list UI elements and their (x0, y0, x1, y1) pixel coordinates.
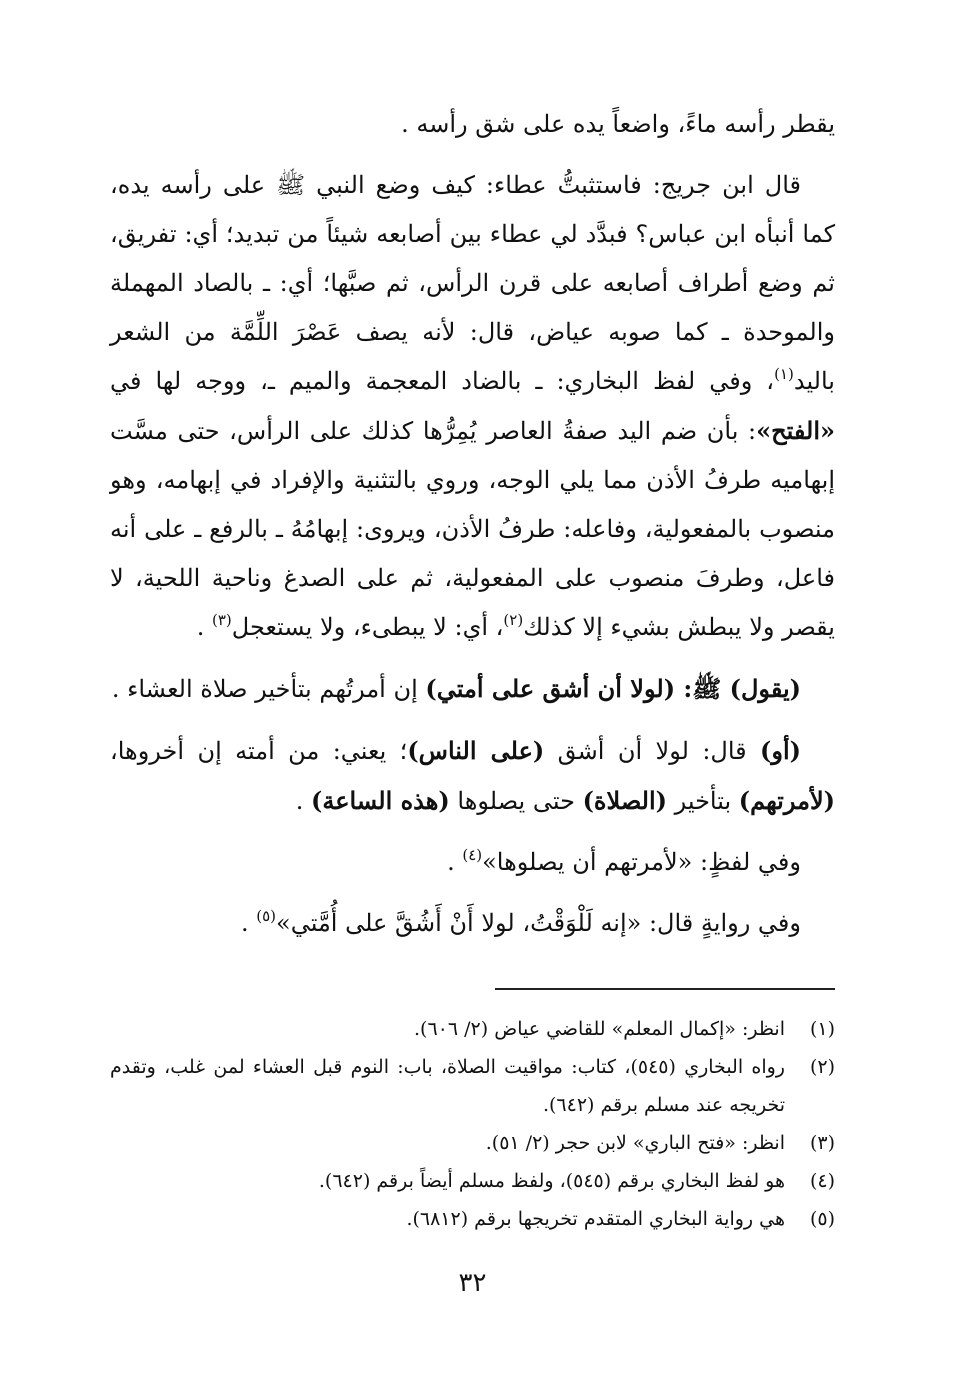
footnote-text: هي رواية البخاري المتقدم تخريجها برقم (٦٨١٢). (406, 1208, 785, 1230)
text-run: . (240, 909, 257, 937)
paragraph-6 (110, 899, 835, 948)
text-run: وفي روايةٍ قال: «إنه لَلْوَقْتُ، لولا أَنْ أَشُقَّ على أُمَّتي» (276, 909, 801, 937)
text-run: . (447, 848, 463, 876)
text-run: قال ابن جريج: فاستثبتُّ عطاء: كيف وضع النبي ﷺ على رأسه يده، كما أنبأه ابن عباس؟ فبدَّد لي عطاء بين أصابعه شيئاً من تبديد؛ أي: تفريق، ثم وضع أطراف أصابعه على قرن الرأس، ثم صبَّها؛ أي: ـ بالصاد المهملة والموحدة ـ كما صوبه عياض، قال: لأنه يصف عَصْرَ اللِّمَّة من الشعر باليد (110, 171, 835, 395)
book-page (110, 100, 835, 1360)
bold-hadith-text: (على الناس) (407, 736, 545, 765)
footnote-ref-1[interactable]: (١) (774, 365, 794, 383)
footnote-number: (٤) (809, 1170, 835, 1192)
footnote-text: انظر: «فتح الباري» لابن حجر (٢/ ٥١). (485, 1132, 785, 1154)
footnote-5 (110, 1200, 835, 1238)
footnote-text: هو لفظ البخاري برقم (٥٤٥)، ولفظ مسلم أيضاً برقم (٦٤٢). (318, 1170, 785, 1192)
bold-hadith-text: (أو) (760, 736, 801, 765)
footnote-number: (٣) (809, 1132, 835, 1154)
text-run: بتأخير (666, 787, 739, 815)
bold-hadith-text: (الصلاة) (582, 786, 667, 815)
footnote-number: (٢) (809, 1056, 835, 1078)
footnote-2 (110, 1048, 835, 1124)
text-run: : بأن ضم اليد صفةُ العاصر يُمِرُّها كذلك على الرأس، حتى مسَّت إبهاميه طرفُ الأذن مما يلي الوجه، وروي بالتثنية والإفراد في إبهامه، وهو منصوب بالمفعولية، وفاعله: طرفُ الأذن، ويروى: إبهامُهُ ـ بالرفع ـ على أنه فاعل، وطرفَ منصوب على المفعولية، ثم على الصدغ وناحية اللحية، لا يقصر ولا يبطش بشيء إلا كذلك (110, 417, 835, 641)
bold-title-fath: «الفتح» (756, 416, 835, 445)
paragraph-5 (110, 838, 835, 887)
bold-hadith-text: (لأمرتهم) (738, 786, 835, 815)
text-run: قال: لولا أن أشق (544, 737, 761, 765)
text-run: . (295, 787, 311, 815)
footnote-divider (495, 988, 835, 990)
text-run: يقطر رأسه ماءً، واضعاً يده على شق رأسه . (401, 110, 835, 138)
paragraph-1 (110, 100, 835, 149)
page-number: ٣٢ (458, 1268, 487, 1298)
footnote-1 (110, 1010, 835, 1048)
text-run: حتى يصلوها (449, 787, 583, 815)
footnote-ref-4[interactable]: (٤) (462, 846, 483, 864)
footnote-ref-5[interactable]: (٥) (256, 907, 277, 925)
footnote-ref-2[interactable]: (٢) (503, 611, 524, 629)
paragraph-4 (110, 726, 835, 826)
bold-hadith-text: (يقول) ﷺ: (لولا أن أشق على أمتي) (425, 674, 801, 703)
footnote-text: رواه البخاري (٥٤٥)، كتاب: مواقيت الصلاة، باب: النوم قبل العشاء لمن غلب، وتقدم تخريجه عند مسلم برقم (٦٤٢). (110, 1056, 785, 1116)
footnote-number: (١) (809, 1018, 835, 1040)
bold-hadith-text: (هذه الساعة) (310, 786, 450, 815)
footnote-4 (110, 1162, 835, 1200)
text-run: وفي لفظٍ: «لأمرتهم أن يصلوها» (482, 848, 801, 876)
main-text (110, 100, 835, 948)
text-run: ؛ يعني: من أمته إن أخروها، (110, 737, 408, 765)
text-run: ، وفي لفظ البخاري: ـ بالضاد المعجمة والميم ـ، ووجه لها في (110, 367, 775, 395)
footnote-number: (٥) (809, 1208, 835, 1230)
paragraph-3 (110, 664, 835, 714)
text-run: ، أي: لا يبطىء، ولا يستعجل (231, 613, 504, 641)
text-run: إن أمرتُهم بتأخير صلاة العشاء . (111, 675, 426, 703)
footnote-ref-3[interactable]: (٣) (212, 611, 232, 629)
footnotes (110, 1010, 835, 1238)
paragraph-2 (110, 161, 835, 652)
footnote-3 (110, 1124, 835, 1162)
footnote-text: انظر: «إكمال المعلم» للقاضي عياض (٢/ ٦٠٦). (414, 1018, 785, 1040)
text-run: . (196, 613, 212, 641)
